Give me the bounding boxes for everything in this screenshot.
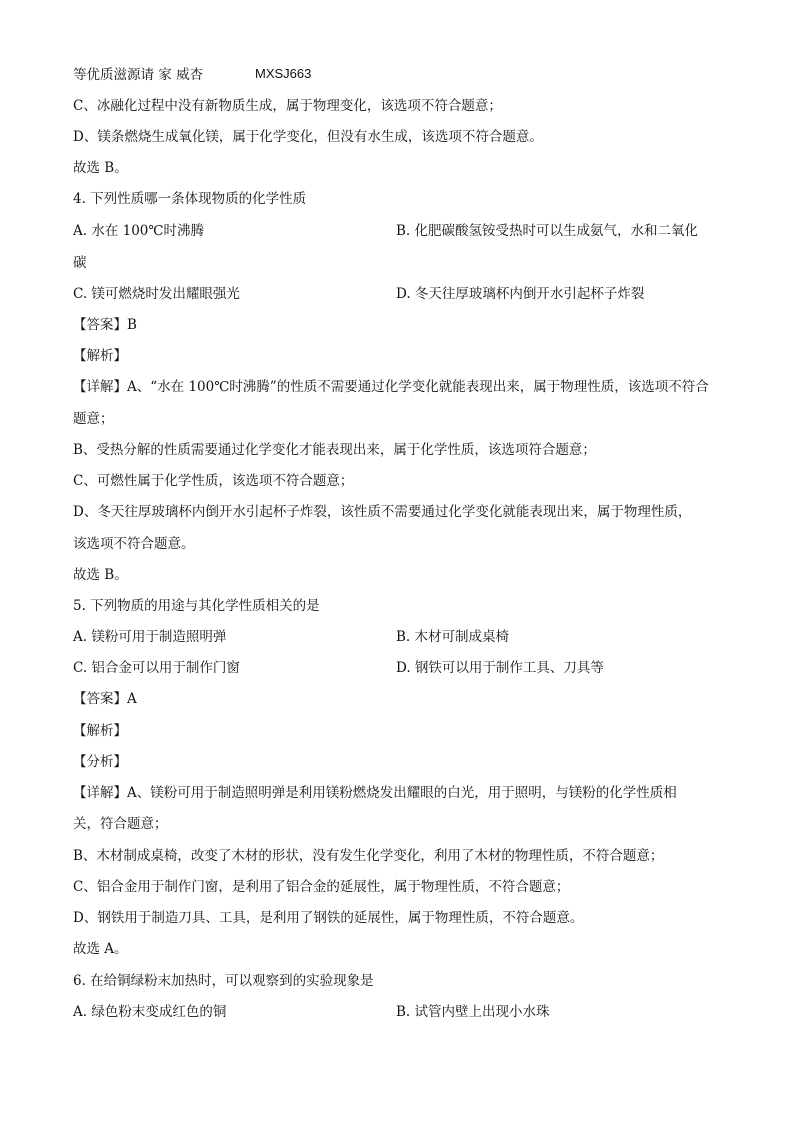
q5-detail-c: C、铝合金用于制作门窗，是利用了铝合金的延展性，属于物理性质，不符合题意； bbox=[73, 879, 570, 895]
q4-detail-a: 【详解】A、“水在 100℃时沸腾”的性质不需要通过化学变化就能表现出来，属于物理性质，该选项不符合 bbox=[73, 379, 709, 395]
q5-option-a: A. 镁粉可用于制造照明弹 bbox=[73, 629, 227, 645]
q5-detail-a: 【详解】A、镁粉可用于制造照明弹是利用镁粉燃烧发出耀眼的白光，用于照明，与镁粉的化学性质相 bbox=[73, 785, 677, 801]
q3-choose: 故选 B。 bbox=[73, 160, 128, 176]
q4-detail-c: C、可燃性属于化学性质，该选项不符合题意； bbox=[73, 473, 354, 489]
q5-detail-a-cont: 关，符合题意； bbox=[73, 816, 168, 832]
q5-detail-b: B、木材制成桌椅，改变了木材的形状，没有发生化学变化，利用了木材的物理性质，不符合题意； bbox=[73, 848, 664, 864]
q5-detail-d: D、钢铁用于制造刀具、工具，是利用了钢铁的延展性，属于物理性质，不符合题意。 bbox=[73, 910, 584, 926]
q3-explain-c: C、冰融化过程中没有新物质生成，属于物理变化，该选项不符合题意； bbox=[73, 98, 502, 114]
q5-stem: 5. 下列物质的用途与其化学性质相关的是 bbox=[73, 598, 320, 614]
q4-option-b: B. 化肥碳酸氢铵受热时可以生成氨气，水和二氧化 bbox=[396, 223, 699, 239]
q5-option-b: B. 木材可制成桌椅 bbox=[396, 629, 510, 645]
q5-choose: 故选 A。 bbox=[73, 941, 128, 957]
q4-detail-a-cont: 题意； bbox=[73, 411, 114, 427]
q3-explain-d: D、镁条燃烧生成氧化镁，属于化学变化，但没有水生成，该选项不符合题意。 bbox=[73, 129, 543, 145]
q6-option-b: B. 试管内壁上出现小水珠 bbox=[396, 1004, 550, 1020]
q4-option-b-continued: 碳 bbox=[73, 255, 87, 271]
q4-detail-d: D、冬天往厚玻璃杯内倒开水引起杯子炸裂，该性质不需要通过化学变化就能表现出来，属于物理性质， bbox=[73, 504, 692, 520]
q5-answer: 【答案】A bbox=[73, 691, 137, 707]
q5-option-d: D. 钢铁可以用于制作工具、刀具等 bbox=[396, 660, 604, 676]
q4-stem: 4. 下列性质哪一条体现物质的化学性质 bbox=[73, 191, 307, 207]
q5-fenxi-heading: 【分析】 bbox=[73, 754, 127, 770]
q6-stem: 6. 在给铜绿粉末加热时，可以观察到的实验现象是 bbox=[73, 973, 374, 989]
q4-answer: 【答案】B bbox=[73, 317, 137, 333]
watermark-text: 等优质滋源请 家 威杏 bbox=[73, 67, 204, 83]
q6-option-a: A. 绿色粉末变成红色的铜 bbox=[73, 1004, 227, 1020]
q4-analysis-heading: 【解析】 bbox=[73, 348, 127, 364]
q4-option-c: C. 镁可燃烧时发出耀眼强光 bbox=[73, 286, 240, 302]
q5-option-c: C. 铝合金可以用于制作门窗 bbox=[73, 660, 240, 676]
q4-option-d: D. 冬天往厚玻璃杯内倒开水引起杯子炸裂 bbox=[396, 286, 645, 302]
q4-option-a: A. 水在 100℃时沸腾 bbox=[73, 223, 204, 239]
q4-detail-d-cont: 该选项不符合题意。 bbox=[73, 536, 195, 552]
q4-detail-b: B、受热分解的性质需要通过化学变化才能表现出来，属于化学性质，该选项符合题意； bbox=[73, 442, 596, 458]
watermark-code: MXSJ663 bbox=[255, 66, 312, 81]
q5-analysis-heading: 【解析】 bbox=[73, 723, 127, 739]
q4-choose: 故选 B。 bbox=[73, 567, 128, 583]
